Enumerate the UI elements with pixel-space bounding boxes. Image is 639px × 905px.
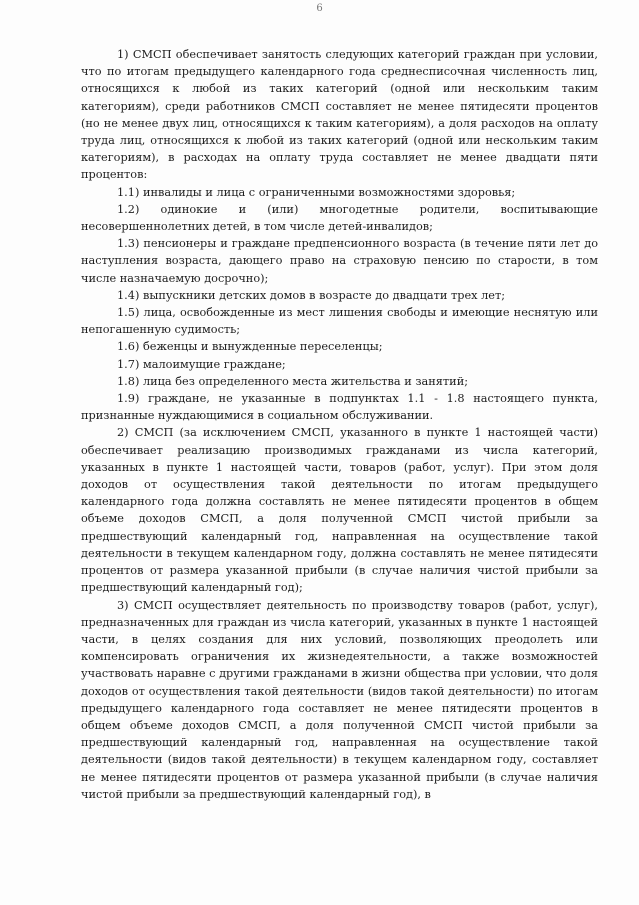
page-number: 6 — [316, 3, 323, 14]
paragraph-subitem-1-3: 1.3) пенсионеры и граждане предпенсионного возраста (в течение пяти лет до наступления возраста, дающего право на страховую пенсию по старости, в том числе назначаемую досрочно); — [81, 237, 598, 285]
paragraph-item-2: 2) СМСП (за исключением СМСП, указанного в пункте 1 настоящей части) обеспечивает реализацию производимых гражданами из числа категорий, указанных в пункте 1 настоящей части, товаров (работ, услуг). При этом доля доходов от осуществления такой деятельности по итогам предыдущего календарного года должна составлять не менее пятидесяти процентов в общем объеме доходов СМСП, а доля полученной СМСП чистой прибыли за предшествующий календарный год, направленная на осуществление такой деятельности в текущем календарном году, должна составлять не менее пятидесяти процентов от размера указанной прибыли (в случае наличия чистой прибыли за предшествующий календарный год); — [81, 426, 598, 595]
paragraph-subitem-1-1: 1.1) инвалиды и лица с ограниченными возможностями здоровья; — [117, 185, 516, 199]
paragraph-subitem-1-9: 1.9) граждане, не указанные в подпунктах 1.1 - 1.8 настоящего пункта, признанные нуждающимися в социальном обслуживании. — [81, 392, 598, 423]
paragraph-subitem-1-8: 1.8) лица без определенного места жительства и занятий; — [117, 374, 469, 388]
paragraph-subitem-1-6: 1.6) беженцы и вынужденные переселенцы; — [117, 340, 383, 354]
paragraph-subitem-1-7: 1.7) малоимущие граждане; — [117, 357, 286, 371]
paragraph-subitem-1-4: 1.4) выпускники детских домов в возрасте до двадцати трех лет; — [117, 288, 506, 302]
paragraph-subitem-1-2: 1.2) одинокие и (или) многодетные родители, воспитывающие несовершеннолетних детей, в том числе детей-инвалидов; — [81, 202, 598, 234]
paragraph-item-1: 1) СМСП обеспечивает занятость следующих категорий граждан при условии, что по итогам предыдущего календарного года среднесписочная численность лиц, относящихся к любой из таких категорий (одной или нескольким таким категориям), среди работников СМСП составляет не менее пятидесяти процентов (но не менее двух лиц, относящихся к таким категориям), а доля расходов на оплату труда лиц, относящихся к любой из таких категорий (одной или нескольким таким категориям), в расходах на оплату труда составляет не менее двадцати пяти процентов: — [81, 48, 598, 182]
paragraph-subitem-1-5: 1.5) лица, освобожденные из мест лишения свободы и имеющие неснятую или непогашенную судимость; — [81, 306, 598, 337]
document-body — [81, 46, 598, 803]
paragraph-item-3: 3) СМСП осуществляет деятельность по производству товаров (работ, услуг), предназначенных для граждан из числа категорий, указанных в пункте 1 настоящей части, в целях создания для них условий, позволяющих преодолеть или компенсировать ограничения их жизнедеятельности, а также возможностей участвовать наравне с другими гражданами в жизни общества при условии, что доля доходов от осуществления такой деятельности (видов такой деятельности) по итогам предыдущего календарного года составляет не менее пятидесяти процентов в общем объеме доходов СМСП, а доля полученной СМСП чистой прибыли за предшествующий календарный год, направленная на осуществление такой деятельности (видов такой деятельности) в текущем календарном году, составляет не менее пятидесяти процентов от размера указанной прибыли (в случае наличия чистой прибыли за предшествующий календарный год), в — [81, 598, 598, 801]
